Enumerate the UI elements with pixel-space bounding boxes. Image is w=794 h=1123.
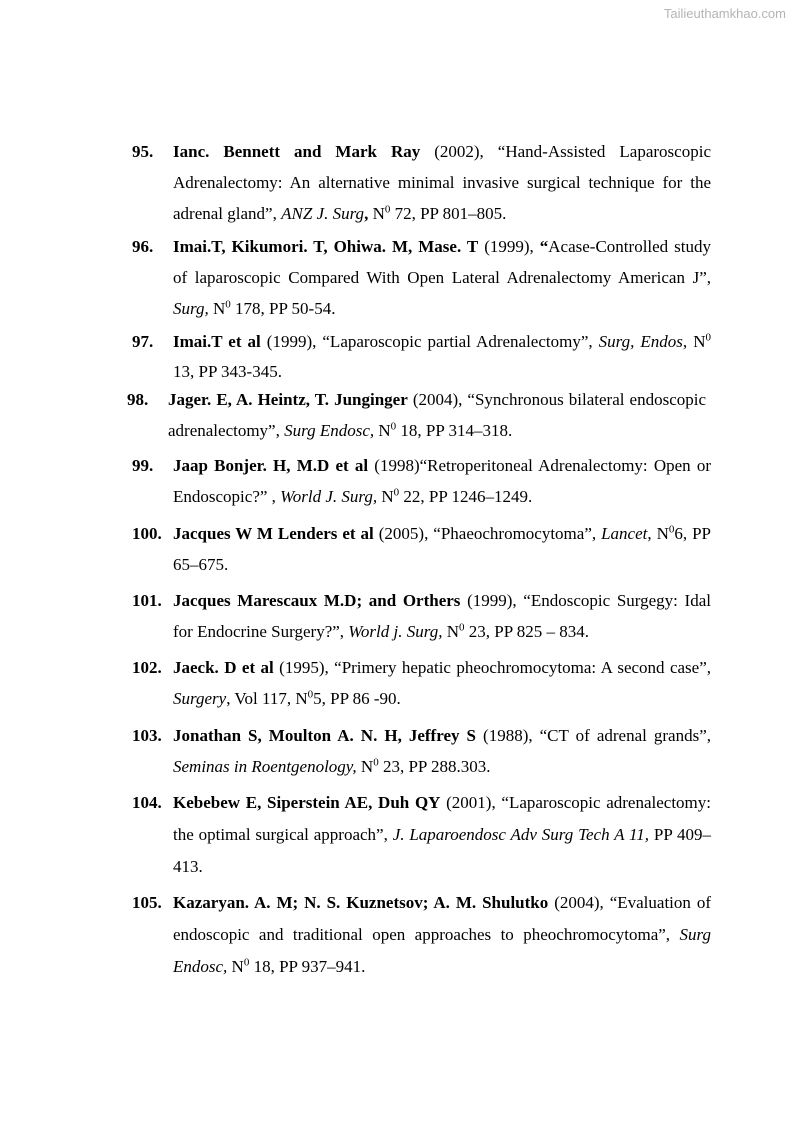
reference-number: 95. <box>132 142 154 161</box>
reference-number: 102. <box>132 658 162 677</box>
reference-journal: Lancet <box>601 524 648 543</box>
reference-text: N <box>356 757 374 776</box>
reference-text: (1988), “CT of adrenal grands”, <box>476 726 711 745</box>
reference-number: 96. <box>132 237 154 256</box>
reference-text: N <box>368 204 385 223</box>
reference-journal: Surg Endosc, <box>284 421 375 440</box>
reference-text: (1999), <box>478 237 540 256</box>
reference-journal: World j. Surg, <box>348 622 443 641</box>
reference-number: 105. <box>132 893 162 912</box>
reference-text: 23, PP 825 – 834. <box>464 622 590 641</box>
reference-text: 23, PP 288.303. <box>378 757 491 776</box>
superscript: 0 <box>243 956 250 969</box>
reference-item <box>132 652 711 714</box>
reference-text: 5, PP 86 -90. <box>313 689 401 708</box>
reference-number: 103. <box>132 726 162 745</box>
superscript: 0 <box>393 486 400 499</box>
reference-number: 98. <box>127 390 149 409</box>
superscript: 0 <box>705 331 711 344</box>
reference-text: (1999), “Laparoscopic partial Adrenalectomy”, <box>260 332 599 351</box>
reference-authors: Jacques Marescaux M.D; and Orthers <box>173 591 461 610</box>
reference-item <box>132 136 711 229</box>
reference-text: , N <box>682 332 706 351</box>
reference-text: 178, PP 50-54. <box>230 299 336 318</box>
reference-journal: Surg, Endos <box>598 332 683 351</box>
reference-journal: Surg Endosc, <box>173 925 711 976</box>
reference-item <box>132 585 711 647</box>
reference-text: 72, PP 801–805. <box>390 204 507 223</box>
reference-authors: Jager. E, A. Heintz, T. Junginger <box>168 390 408 409</box>
reference-authors: “ <box>539 237 549 256</box>
superscript: 0 <box>307 688 314 701</box>
reference-item <box>132 327 711 387</box>
reference-number: 100. <box>132 524 162 543</box>
reference-number: 97. <box>132 332 154 351</box>
reference-journal: Seminas in Roentgenology, <box>173 757 357 776</box>
reference-text: (1995), “Primery hepatic pheochromocytoma: A second case”, <box>273 658 711 677</box>
reference-number: 99. <box>132 456 154 475</box>
superscript: 0 <box>668 523 675 536</box>
reference-text: (2004), “Evaluation of endoscopic and traditional open approaches to pheochromocytoma”, <box>173 893 711 944</box>
reference-text: 22, PP 1246–1249. <box>399 487 533 506</box>
reference-authors: Imai.T, Kikumori. T, Ohiwa. M, Mase. T <box>173 237 479 256</box>
reference-text: (1999), “Endoscopic Surgegy: Idal for Endocrine Surgery?”, <box>173 591 711 641</box>
reference-authors: , <box>364 204 369 223</box>
reference-number: 104. <box>132 793 162 812</box>
reference-item <box>132 231 711 324</box>
reference-text: 13, PP 343-345. <box>173 362 282 381</box>
reference-text: (2002), “Hand-Assisted Laparoscopic Adrenalectomy: An alternative minimal invasive surgical technique for the adrenal gland”, <box>173 142 711 223</box>
reference-list <box>127 136 712 983</box>
reference-item <box>132 887 711 983</box>
reference-text: 18, PP 937–941. <box>249 957 366 976</box>
reference-authors: Jaap Bonjer. H, M.D et al <box>173 456 369 475</box>
reference-item <box>132 720 711 782</box>
reference-authors: Jaeck. D et al <box>173 658 274 677</box>
reference-text: PP 409–413. <box>173 825 712 876</box>
reference-journal: World J. Surg, <box>280 487 378 506</box>
reference-authors: Kazaryan. A. M; N. S. Kuznetsov; A. M. Shulutko <box>173 893 549 912</box>
superscript: 0 <box>225 298 231 311</box>
reference-text: (2001), “Laparoscopic adrenalectomy: the optimal surgical approach”, <box>173 793 711 844</box>
reference-authors: Ianc. Bennett and Mark Ray <box>173 142 421 161</box>
reference-journal: J. Laparoendosc Adv Surg Tech A 11, <box>392 825 650 844</box>
reference-text: N <box>442 622 459 641</box>
reference-text: Acase-Controlled study of laparoscopic Compared With Open Lateral Adrenalectomy American J”, <box>173 237 712 287</box>
reference-text: (2004), “Synchronous bilateral endoscopic adrenalectomy”, <box>168 390 707 440</box>
reference-number: 101. <box>132 591 162 610</box>
reference-text: , Vol 117, N <box>226 689 308 708</box>
reference-item <box>132 518 711 580</box>
superscript: 0 <box>373 756 379 769</box>
reference-authors: Jonathan S, Moulton A. N. H, Jeffrey S <box>173 726 476 745</box>
superscript: 0 <box>390 420 397 433</box>
reference-text: N <box>208 299 226 318</box>
reference-journal: Surg, <box>173 299 209 318</box>
reference-item <box>127 384 706 446</box>
watermark: Tailieuthamkhao.com <box>663 6 786 21</box>
reference-item <box>132 450 711 512</box>
reference-authors: Jacques W M Lenders et al <box>173 524 374 543</box>
superscript: 0 <box>384 203 391 216</box>
reference-journal: Surgery <box>173 689 227 708</box>
reference-text: 18, PP 314–318. <box>396 421 513 440</box>
reference-item <box>132 787 711 883</box>
reference-text: N <box>377 487 394 506</box>
reference-authors: Kebebew E, Siperstein AE, Duh QY <box>173 793 441 812</box>
reference-text: N <box>227 957 244 976</box>
reference-authors: Imai.T et al <box>173 332 261 351</box>
reference-journal: ANZ J. Surg <box>281 204 365 223</box>
superscript: 0 <box>458 621 465 634</box>
reference-text: (2005), “Phaeochromocytoma”, <box>373 524 602 543</box>
reference-text: N <box>374 421 391 440</box>
reference-text: (1998)“Retroperitoneal Adrenalectomy: Open or Endoscopic?” , <box>173 456 711 506</box>
reference-text: , N <box>647 524 669 543</box>
reference-text: 6, PP 65–675. <box>173 524 711 574</box>
